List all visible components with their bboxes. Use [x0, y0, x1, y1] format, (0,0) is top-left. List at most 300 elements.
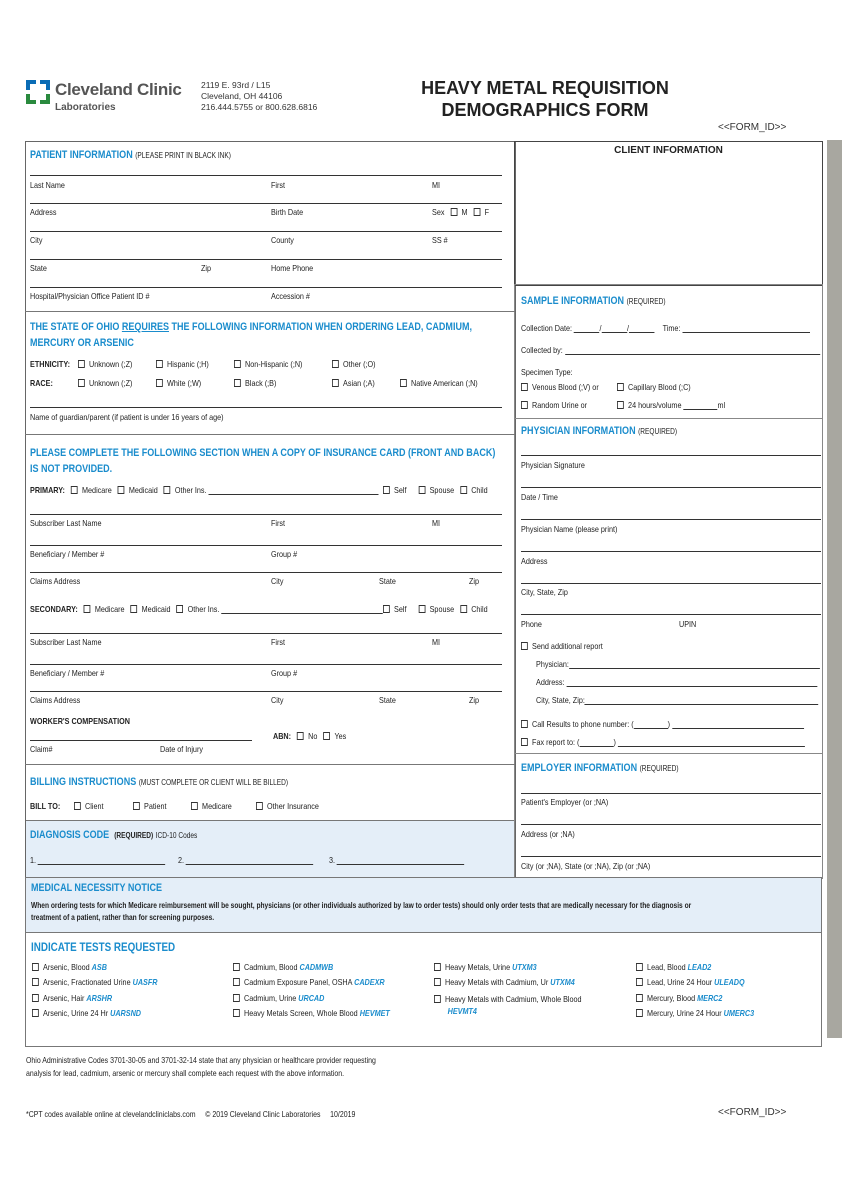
test-item[interactable]	[636, 977, 745, 987]
field-line	[521, 455, 821, 456]
test-name: Heavy Metals Screen, Whole Blood	[244, 1008, 358, 1018]
test-checkbox[interactable]	[233, 963, 240, 971]
slot-number: 3.	[329, 855, 336, 865]
test-checkbox[interactable]	[32, 994, 39, 1002]
ethnicity-option[interactable]	[234, 359, 302, 369]
ohio-title-b: THE FOLLOWING INFORMATION WHEN ORDERING LEAD, CADMIUM,	[169, 321, 472, 333]
test-code: UTXM4	[550, 977, 575, 987]
employer-req: (REQUIRED)	[639, 764, 679, 773]
checkbox[interactable]	[383, 486, 390, 494]
test-code: UTXM3	[512, 962, 537, 972]
option-label: Hispanic (;H)	[167, 359, 209, 369]
checkbox[interactable]	[177, 605, 184, 613]
necessity-text	[31, 899, 691, 923]
code-input[interactable]	[186, 856, 314, 865]
test-item[interactable]	[32, 962, 107, 972]
client-info-title: CLIENT INFORMATION	[614, 145, 723, 156]
sample-req: (REQUIRED)	[626, 297, 666, 306]
ethnicity-label: ETHNICITY:	[30, 359, 71, 369]
option-label: Medicaid	[128, 485, 158, 495]
collection-date-input[interactable]	[574, 324, 600, 333]
zip-label: Zip	[201, 263, 212, 273]
checkbox[interactable]	[460, 605, 467, 613]
option-label: Spouse	[429, 604, 455, 614]
mi-label: MI	[432, 518, 441, 528]
capillary-option[interactable]	[617, 382, 691, 392]
field-line	[521, 519, 821, 520]
add-csz-label: City, State, Zip:	[536, 695, 585, 705]
employer-csz-label: City (or ;NA), State (or ;NA), Zip (or ;NA)	[521, 861, 651, 871]
test-code: HEVMET	[359, 1008, 390, 1018]
option-label: Venous Blood (;V) or	[532, 382, 599, 392]
home-phone-label: Home Phone	[271, 263, 314, 273]
field-line	[30, 514, 502, 515]
other-ins-input[interactable]	[221, 605, 383, 614]
checkbox[interactable]	[84, 605, 91, 613]
option-label: Other Insurance	[267, 801, 319, 811]
option-label: White (;W)	[167, 378, 202, 388]
test-code: LEAD2	[687, 962, 712, 972]
group-label: Group #	[271, 668, 298, 678]
test-checkbox[interactable]	[636, 994, 643, 1002]
test-name: Arsenic, Blood	[43, 962, 90, 972]
test-checkbox[interactable]	[233, 994, 240, 1002]
test-code: ARSHR	[86, 993, 113, 1003]
test-item[interactable]	[233, 1008, 390, 1018]
test-name: Lead, Blood	[647, 962, 686, 972]
physician-heading: PHYSICIAN INFORMATION	[521, 425, 636, 437]
add-csz-row	[536, 695, 819, 705]
bill-to-option[interactable]	[191, 801, 232, 811]
ohio-note-line-1: Ohio Administrative Codes 3701-30-05 and 3701-32-14 state that any physician or healthcare provider requesting	[26, 1055, 376, 1065]
test-checkbox[interactable]	[233, 978, 240, 986]
ethnicity-option[interactable]	[332, 359, 376, 369]
field-line	[30, 545, 502, 546]
add-csz-input[interactable]	[585, 696, 819, 705]
add-address-label: Address:	[536, 677, 565, 687]
secondary-label: SECONDARY:	[30, 604, 78, 614]
field-line	[30, 633, 502, 634]
test-name: Arsenic, Hair	[43, 993, 85, 1003]
test-checkbox[interactable]	[636, 978, 643, 986]
test-code: URCAD	[298, 993, 325, 1003]
patient-info-heading: PATIENT INFORMATION	[30, 149, 133, 161]
option-label: Child	[471, 485, 488, 495]
secondary-row	[30, 604, 383, 614]
race-option[interactable]	[400, 378, 478, 388]
field-line	[521, 856, 821, 857]
code-input[interactable]	[337, 856, 465, 865]
employer-heading: EMPLOYER INFORMATION	[521, 762, 638, 774]
bill-to-label: BILL TO:	[30, 801, 61, 811]
checkbox[interactable]	[521, 383, 528, 391]
bill-to-option[interactable]	[133, 801, 167, 811]
diagnosis-heading: DIAGNOSIS CODE	[30, 829, 110, 841]
test-checkbox[interactable]	[32, 978, 39, 986]
option-label: Other Ins.	[174, 485, 207, 495]
checkbox[interactable]	[156, 360, 163, 368]
checkbox[interactable]	[400, 379, 407, 387]
test-checkbox[interactable]	[434, 963, 441, 971]
ss-label: SS #	[432, 235, 448, 245]
first-label: First	[271, 637, 286, 647]
time-input[interactable]	[682, 324, 810, 333]
test-item[interactable]	[233, 977, 385, 987]
physician-signature-label: Physician Signature	[521, 460, 585, 470]
state-label: State	[30, 263, 47, 273]
test-item[interactable]	[434, 962, 537, 972]
phone-label: Phone	[521, 619, 542, 629]
revision-date: 10/2019	[330, 1109, 356, 1119]
left-column-frame	[25, 141, 516, 879]
test-code: UASFR	[132, 977, 158, 987]
checkbox[interactable]	[383, 605, 390, 613]
option-label: Child	[471, 604, 488, 614]
abn-row	[273, 731, 346, 741]
ohio-title-line2: MERCURY OR ARSENIC	[30, 337, 134, 349]
option-label: 24 hours/volume	[628, 400, 682, 410]
test-name: Arsenic, Urine 24 Hr	[43, 1008, 109, 1018]
checkbox[interactable]	[234, 360, 241, 368]
sex-f-label: F	[484, 207, 490, 217]
field-line	[521, 487, 821, 488]
physician-csz-label: City, State, Zip	[521, 587, 568, 597]
test-code: ULEADQ	[714, 977, 745, 987]
county-label: County	[271, 235, 294, 245]
claim-label: Claim#	[30, 744, 53, 754]
test-item[interactable]	[233, 962, 333, 972]
ohio-codes-note	[26, 1054, 376, 1080]
test-item[interactable]	[636, 962, 711, 972]
test-item[interactable]	[233, 993, 324, 1003]
sample-title	[521, 295, 666, 307]
test-item[interactable]	[32, 993, 112, 1003]
logo-name: Cleveland Clinic	[55, 80, 182, 99]
test-name: Heavy Metals, Urine	[445, 962, 511, 972]
checkbox[interactable]	[256, 802, 263, 810]
mi-label: MI	[432, 637, 441, 647]
sex-f-checkbox[interactable]	[474, 208, 481, 216]
test-code: CADEXR	[354, 977, 385, 987]
checkbox[interactable]	[78, 360, 85, 368]
field-line	[30, 691, 502, 692]
venous-option[interactable]	[521, 382, 599, 392]
title-line-1: HEAVY METAL REQUISITION	[421, 78, 669, 98]
sex-m-checkbox[interactable]	[450, 208, 457, 216]
test-checkbox[interactable]	[434, 978, 441, 986]
field-line	[30, 572, 502, 573]
volume-input[interactable]	[683, 401, 717, 410]
option-label: Unknown (;Z)	[89, 359, 133, 369]
other-ins-input[interactable]	[209, 486, 379, 495]
area-code-input[interactable]	[634, 719, 671, 729]
billing-note: (MUST COMPLETE OR CLIENT WILL BE BILLED)	[138, 778, 289, 787]
city-label: City	[30, 235, 43, 245]
race-option[interactable]	[234, 378, 276, 388]
fax-report-option[interactable]	[521, 737, 805, 747]
beneficiary-label: Beneficiary / Member #	[30, 668, 105, 678]
primary-label: PRIMARY:	[30, 485, 65, 495]
sex-label: Sex	[432, 207, 445, 217]
field-line	[521, 614, 821, 615]
checkbox[interactable]	[118, 486, 125, 494]
test-checkbox[interactable]	[636, 1009, 643, 1017]
date-injury-label: Date of Injury	[160, 744, 203, 754]
address-label: Address	[30, 207, 57, 217]
checkbox[interactable]	[332, 360, 339, 368]
checkbox[interactable]	[156, 379, 163, 387]
option-label: Unknown (;Z)	[89, 378, 133, 388]
add-address-row	[536, 677, 817, 687]
collected-by-row	[521, 345, 820, 355]
slot-number: 2.	[178, 855, 185, 865]
option-label: Medicare	[202, 801, 232, 811]
checkbox[interactable]	[617, 401, 624, 409]
ml-label: ml	[717, 400, 726, 410]
employer-address-label: Address (or ;NA)	[521, 829, 575, 839]
checkbox[interactable]	[234, 379, 241, 387]
24-hour-option[interactable]	[617, 400, 725, 410]
sex-field	[432, 207, 489, 217]
ethnicity-option[interactable]	[78, 359, 132, 369]
fax-input[interactable]	[618, 738, 805, 747]
zip-label: Zip	[469, 695, 480, 705]
test-code: MERC2	[697, 993, 723, 1003]
ohio-title-requires: REQUIRES	[121, 321, 170, 333]
checkbox[interactable]	[71, 486, 78, 494]
collection-date-label: Collection Date:	[521, 323, 573, 333]
address-line: Cleveland, OH 44106	[201, 91, 283, 101]
option-label: Other Ins.	[187, 604, 220, 614]
tests-title: INDICATE TESTS REQUESTED	[31, 940, 176, 954]
option-label: Patient	[144, 801, 167, 811]
checkbox[interactable]	[332, 379, 339, 387]
field-line	[30, 175, 502, 176]
client-info-box	[514, 141, 823, 286]
section-divider	[25, 311, 515, 312]
checkbox[interactable]	[191, 802, 198, 810]
option-label: Call Results to phone number: (	[532, 719, 634, 729]
title-line-2: DEMOGRAPHICS FORM	[441, 100, 649, 120]
section-divider	[25, 764, 515, 765]
test-code: UARSND	[110, 1008, 142, 1018]
test-checkbox[interactable]	[636, 963, 643, 971]
test-code: UMERC3	[723, 1008, 755, 1018]
workers-comp-label: WORKER'S COMPENSATION	[30, 716, 130, 726]
option-label: Random Urine or	[532, 400, 588, 410]
option-label: Send additional report	[532, 641, 603, 651]
test-name: Cadmium Exposure Panel, OSHA	[244, 977, 353, 987]
insurance-title-line2: IS NOT PROVIDED.	[30, 463, 113, 475]
test-item[interactable]	[434, 993, 582, 1017]
slot-number: 1.	[30, 855, 37, 865]
date-time-label: Date / Time	[521, 492, 558, 502]
checkbox[interactable]	[74, 802, 81, 810]
abn-no-label: No	[308, 731, 318, 741]
option-label: Fax report to: (	[532, 737, 580, 747]
primary-row	[30, 485, 379, 495]
test-name: Mercury, Blood	[647, 993, 696, 1003]
add-physician-input[interactable]	[569, 660, 820, 669]
first-name-label: First	[271, 180, 286, 190]
ethnicity-option[interactable]	[156, 359, 209, 369]
employer-title	[521, 762, 679, 774]
field-line	[30, 287, 502, 288]
group-label: Group #	[271, 549, 298, 559]
collection-date-input[interactable]	[629, 324, 655, 333]
address-line: 216.444.5755 or 800.628.6816	[201, 102, 318, 112]
ohio-title	[30, 321, 472, 333]
test-code: HEVMT4	[447, 1006, 477, 1016]
checkbox[interactable]	[521, 720, 528, 728]
test-item[interactable]	[636, 1008, 754, 1018]
test-name: Arsenic, Fractionated Urine	[43, 977, 131, 987]
state-label: State	[379, 695, 396, 705]
test-checkbox[interactable]	[32, 1009, 39, 1017]
collected-by-label: Collected by:	[521, 345, 563, 355]
billing-title	[30, 776, 288, 788]
time-label: Time:	[662, 323, 681, 333]
field-line	[30, 203, 502, 204]
collection-date-row: Collection Date: / / Time:	[521, 323, 810, 333]
abn-yes-label: Yes	[334, 731, 347, 741]
option-label: Client	[85, 801, 104, 811]
option-label: Medicaid	[141, 604, 171, 614]
race-option[interactable]	[156, 378, 201, 388]
diagnosis-code-3[interactable]	[329, 855, 465, 865]
field-line	[30, 259, 502, 260]
insurance-title-line1: PLEASE COMPLETE THE FOLLOWING SECTION WHEN A COPY OF INSURANCE CARD (FRONT AND BACK)	[30, 447, 496, 459]
checkbox[interactable]	[133, 802, 140, 810]
city-label: City	[271, 576, 284, 586]
ohio-note-line-2: analysis for lead, cadmium, arsenic or mercury shall complete each request with the above information.	[26, 1068, 345, 1078]
add-address-input[interactable]	[567, 678, 818, 687]
necessity-line-2: treatment of a patient, rather than for screening purposes.	[31, 912, 215, 922]
option-label: Spouse	[429, 485, 455, 495]
collection-date-input[interactable]	[602, 324, 628, 333]
physician-title	[521, 425, 677, 437]
add-physician-row	[536, 659, 820, 669]
subscriber-last-label: Subscriber Last Name	[30, 518, 102, 528]
test-checkbox[interactable]	[434, 995, 441, 1003]
code-input[interactable]	[38, 856, 166, 865]
add-physician-label: Physician:	[536, 659, 569, 669]
checkbox[interactable]	[521, 401, 528, 409]
race-option[interactable]	[332, 378, 375, 388]
checkbox[interactable]	[419, 486, 426, 494]
checkbox[interactable]	[78, 379, 85, 387]
random-urine-option[interactable]	[521, 400, 587, 410]
side-bar	[827, 140, 842, 1038]
checkbox[interactable]	[460, 486, 467, 494]
option-label: Medicare	[94, 604, 125, 614]
sample-heading: SAMPLE INFORMATION	[521, 295, 625, 307]
footer-info	[26, 1109, 355, 1119]
abn-no-checkbox[interactable]	[297, 732, 304, 740]
physician-req: (REQUIRED)	[638, 427, 678, 436]
mi-label: MI	[432, 180, 441, 190]
field-line	[30, 664, 502, 665]
test-checkbox[interactable]	[32, 963, 39, 971]
paren: )	[613, 737, 616, 747]
test-item[interactable]	[32, 977, 158, 987]
zip-label: Zip	[469, 576, 480, 586]
test-item[interactable]	[32, 1008, 141, 1018]
sex-m-label: M	[461, 207, 468, 217]
subscriber-last-label: Subscriber Last Name	[30, 637, 102, 647]
diagnosis-code-1[interactable]	[30, 855, 166, 865]
call-results-option[interactable]	[521, 719, 804, 729]
test-name: Lead, Urine 24 Hour	[647, 977, 713, 987]
city-label: City	[271, 695, 284, 705]
test-code: CADMWB	[299, 962, 334, 972]
race-label: RACE:	[30, 378, 53, 388]
send-additional-option[interactable]	[521, 641, 603, 651]
bill-to-option[interactable]	[74, 801, 104, 811]
checkbox[interactable]	[131, 605, 138, 613]
bill-to-option[interactable]	[256, 801, 319, 811]
field-line	[30, 407, 502, 408]
option-label: Self	[394, 485, 407, 495]
claims-address-label: Claims Address	[30, 695, 81, 705]
secondary-relationship	[383, 604, 488, 614]
section-divider	[25, 434, 515, 435]
accession-label: Accession #	[271, 291, 310, 301]
test-checkbox[interactable]	[233, 1009, 240, 1017]
cpt-note: *CPT codes available online at clevelandcliniclabs.com	[26, 1109, 196, 1119]
test-item[interactable]	[636, 993, 722, 1003]
diagnosis-codes-label: ICD-10 Codes	[155, 831, 198, 840]
page-title	[380, 77, 710, 121]
section-divider	[514, 753, 822, 754]
copyright: © 2019 Cleveland Clinic Laboratories	[205, 1109, 321, 1119]
section-divider	[514, 418, 822, 419]
option-label: Non-Hispanic (;N)	[245, 359, 303, 369]
test-item[interactable]	[434, 977, 575, 987]
necessity-line-1: When ordering tests for which Medicare reimbursement will be sought, physicians (or other individuals authorized by law to order tests) should only order tests that are medically necessary for the diagnosis or	[31, 900, 692, 910]
phone-input[interactable]	[672, 720, 804, 729]
upin-label: UPIN	[679, 619, 697, 629]
billing-heading: BILLING INSTRUCTIONS	[30, 776, 137, 788]
test-name: Heavy Metals with Cadmium, Whole Blood	[445, 994, 582, 1004]
race-option[interactable]	[78, 378, 132, 388]
diagnosis-code-2[interactable]	[178, 855, 314, 865]
option-label: Asian (;A)	[343, 378, 375, 388]
checkbox[interactable]	[521, 738, 528, 746]
diagnosis-title	[30, 829, 197, 841]
test-name: Cadmium, Blood	[244, 962, 298, 972]
abn-yes-checkbox[interactable]	[323, 732, 330, 740]
first-label: First	[271, 518, 286, 528]
collected-by-input[interactable]	[565, 346, 820, 355]
logo	[26, 80, 50, 104]
necessity-title: MEDICAL NECESSITY NOTICE	[31, 882, 162, 894]
state-label: State	[379, 576, 396, 586]
option-label: Capillary Blood (;C)	[628, 382, 691, 392]
checkbox[interactable]	[164, 486, 171, 494]
employer-label: Patient's Employer (or ;NA)	[521, 797, 609, 807]
diagnosis-req: (REQUIRED)	[114, 831, 154, 840]
guardian-label: Name of guardian/parent (if patient is under 16 years of age)	[30, 412, 224, 422]
physician-name-label: Physician Name (please print)	[521, 524, 618, 534]
option-label: Native American (;N)	[411, 378, 478, 388]
checkbox[interactable]	[617, 383, 624, 391]
checkbox[interactable]	[419, 605, 426, 613]
specimen-type-label: Specimen Type:	[521, 367, 573, 377]
area-code-input[interactable]	[579, 737, 616, 747]
checkbox[interactable]	[521, 642, 528, 650]
primary-relationship	[383, 485, 488, 495]
